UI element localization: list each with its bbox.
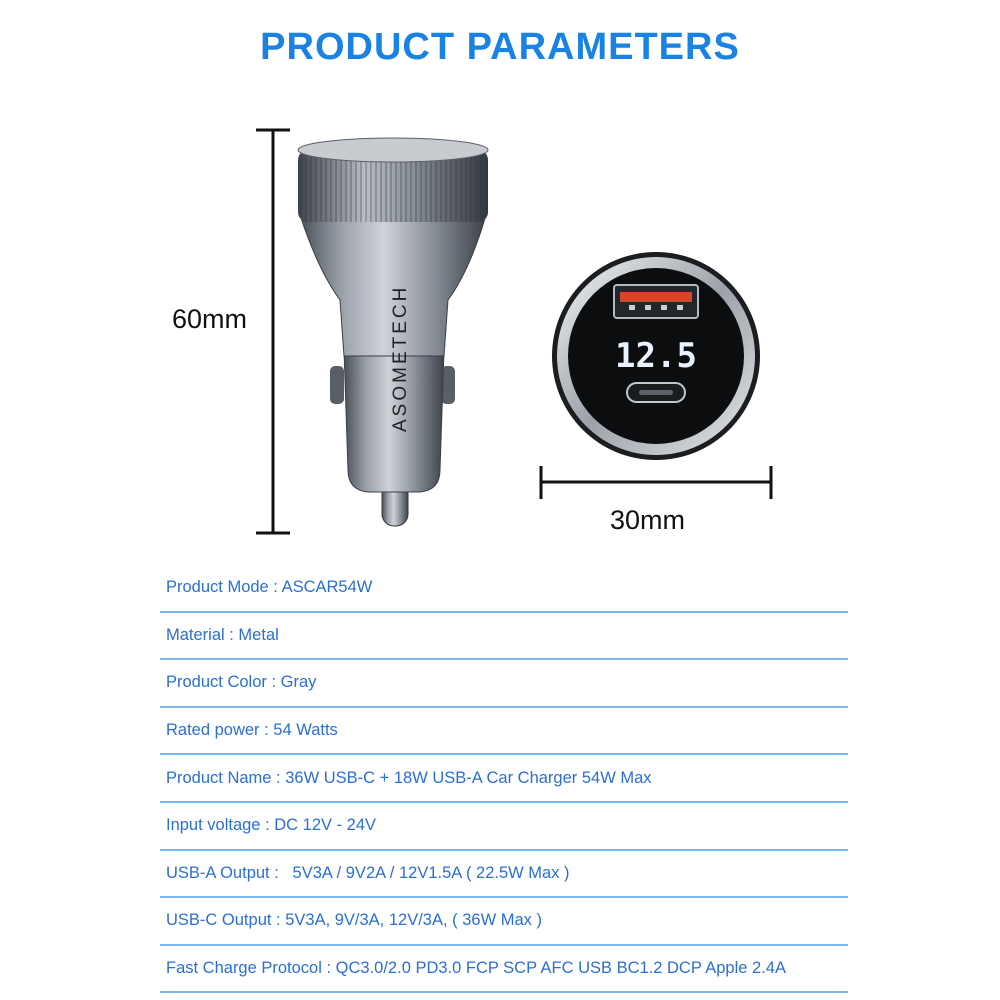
spec-row-product-color: Product Color : Gray [160, 660, 848, 708]
height-dimension-line [256, 130, 290, 533]
width-dimension-label: 30mm [610, 505, 686, 535]
spec-row-rated-power: Rated power : 54 Watts [160, 708, 848, 756]
usb-c-port-icon [627, 383, 685, 402]
spec-row-product-name: Product Name : 36W USB-C + 18W USB-A Car Charger 54W Max [160, 755, 848, 803]
brand-text: ASOMETECH [390, 284, 411, 432]
spec-row-usb-c-output: USB-C Output : 5V3A, 9V/3A, 12V/3A, ( 36W Max ) [160, 898, 848, 946]
spec-row-usb-a-output: USB-A Output : 5V3A / 9V2A / 12V1.5A ( 22.5W Max ) [160, 851, 848, 899]
voltage-display: 12.5 [615, 336, 697, 376]
charger-front-view [552, 252, 760, 460]
height-dimension-label: 60mm [172, 304, 248, 334]
usb-a-port-icon [614, 285, 698, 318]
spec-row-product-mode: Product Mode : ASCAR54W [160, 565, 848, 613]
spec-list [160, 565, 848, 993]
spec-row-material: Material : Metal [160, 613, 848, 661]
width-dimension-line [541, 466, 771, 499]
charger-side-view [298, 138, 488, 526]
spec-row-fast-charge-protocol: Fast Charge Protocol : QC3.0/2.0 PD3.0 FCP SCP AFC USB BC1.2 DCP Apple 2.4A [160, 946, 848, 994]
spec-row-input-voltage: Input voltage : DC 12V - 24V [160, 803, 848, 851]
page-title: PRODUCT PARAMETERS [260, 26, 740, 68]
